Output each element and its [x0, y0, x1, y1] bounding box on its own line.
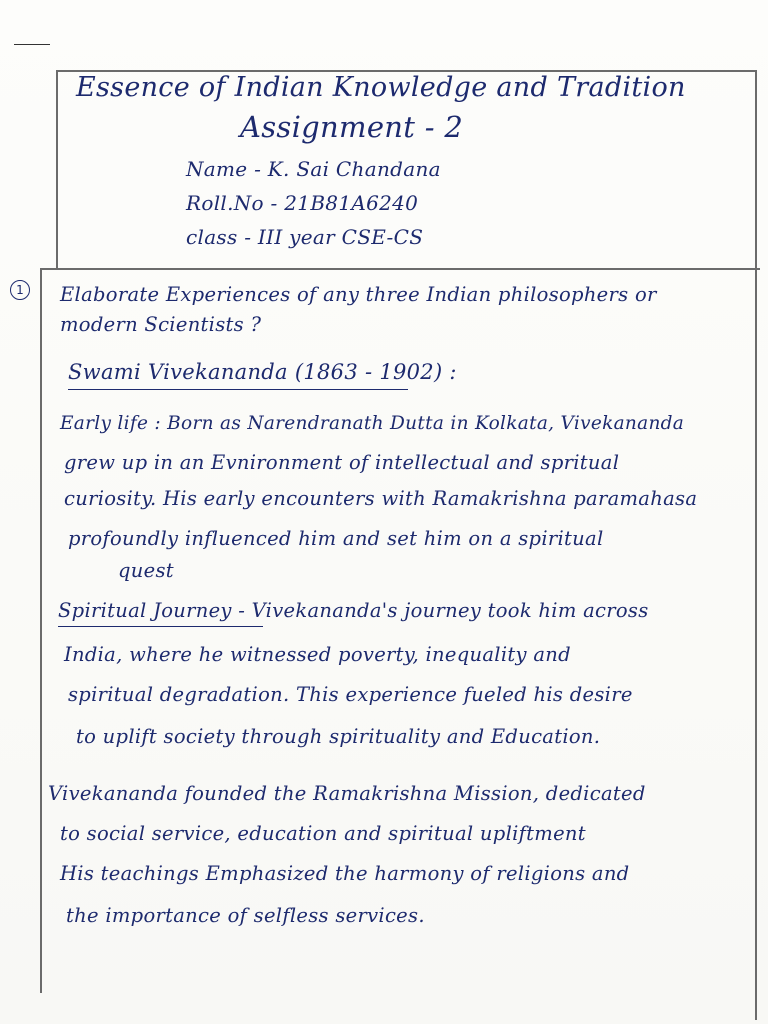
- answer-line: India, where he witnessed poverty, inequality and: [64, 643, 571, 666]
- assignment-number: Assignment - 2: [240, 110, 464, 144]
- question-line-1: Elaborate Experiences of any three Indian philosophers or: [60, 283, 657, 306]
- margin-rule: [40, 268, 42, 993]
- answer-line: Spiritual Journey - Vivekananda's journey took him across: [58, 599, 649, 622]
- header-box-left-rule: [56, 70, 58, 268]
- page-corner-mark: [14, 44, 50, 45]
- person-heading: Swami Vivekananda (1863 - 1902) :: [68, 360, 457, 384]
- question-number-badge: 1: [10, 280, 30, 300]
- answer-line: His teachings Emphasized the harmony of religions and: [60, 862, 630, 885]
- header-box-bottom-rule: [40, 268, 760, 270]
- answer-line: Early life : Born as Narendranath Dutta in Kolkata, Vivekananda: [60, 413, 685, 434]
- roll-number: Roll.No - 21B81A6240: [186, 191, 419, 215]
- student-class: class - III year CSE-CS: [186, 225, 424, 249]
- answer-line: spiritual degradation. This experience fueled his desire: [68, 683, 633, 706]
- section-heading-underline: [58, 626, 263, 627]
- answer-line: grew up in an Evnironment of intellectual and spritual: [64, 451, 620, 474]
- answer-line: profoundly influenced him and set him on a spiritual: [68, 527, 604, 550]
- answer-line: to uplift society through spirituality and Education.: [76, 725, 601, 748]
- person-heading-underline: [68, 389, 408, 390]
- student-name: Name - K. Sai Chandana: [186, 157, 441, 181]
- question-line-2: modern Scientists ?: [60, 313, 262, 336]
- answer-line: quest: [118, 559, 174, 582]
- answer-line: Vivekananda founded the Ramakrishna Mission, dedicated: [48, 782, 646, 805]
- assignment-title: Essence of Indian Knowledge and Tradition: [76, 72, 686, 103]
- answer-line: to social service, education and spiritual upliftment: [60, 822, 586, 845]
- answer-line: the importance of selfless services.: [66, 904, 425, 927]
- page-right-rule: [755, 70, 757, 1020]
- answer-line: curiosity. His early encounters with Ramakrishna paramahasa: [64, 487, 698, 510]
